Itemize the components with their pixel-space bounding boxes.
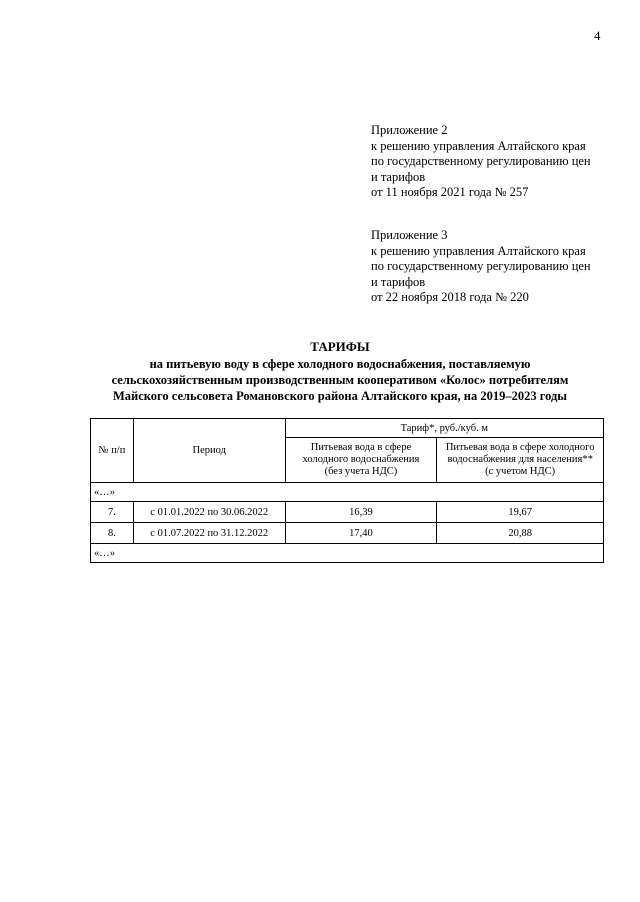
row-period: с 01.07.2022 по 31.12.2022 [133, 523, 285, 544]
annex-3-line: по государственному регулированию цен [371, 259, 591, 273]
document-subtitle-line: на питьевую воду в сфере холодного водоснабжения, поставляемую [149, 357, 531, 371]
header-tariff: Тариф*, руб./куб. м [285, 419, 603, 438]
header-tariff-excl-vat-line: Питьевая вода в сфере [310, 442, 412, 453]
row-tariff-incl-vat: 20,88 [437, 523, 604, 544]
row-period: с 01.01.2022 по 30.06.2022 [133, 502, 285, 523]
ellipsis-row: «…» [91, 544, 604, 563]
annex-3-header [371, 228, 591, 306]
document-title: ТАРИФЫ [310, 339, 370, 354]
annex-2-line: от 11 ноября 2021 года № 257 [371, 185, 529, 199]
annex-2-header [371, 123, 591, 201]
table-row [91, 502, 604, 523]
header-tariff-incl-vat [437, 438, 604, 483]
annex-2-line: и тарифов [371, 169, 426, 184]
row-number: 7. [91, 502, 134, 523]
header-tariff-excl-vat-line: холодного водоснабжения [302, 454, 420, 465]
row-number: 8. [91, 523, 134, 544]
document-title-block [60, 339, 620, 404]
row-tariff-incl-vat: 19,67 [437, 502, 604, 523]
tariff-table [90, 418, 604, 563]
header-number: № п/п [91, 419, 134, 483]
header-period: Период [133, 419, 285, 483]
ellipsis-row: «…» [91, 483, 604, 502]
row-tariff-excl-vat: 16,39 [285, 502, 437, 523]
document-subtitle-line: сельскохозяйственным производственным кооперативом «Колос» потребителям [111, 373, 569, 387]
table-row [91, 523, 604, 544]
header-tariff-incl-vat-line: (с учетом НДС) [485, 466, 556, 477]
row-tariff-excl-vat: 17,40 [285, 523, 437, 544]
page-number: 4 [594, 28, 601, 43]
header-tariff-incl-vat-line: Питьевая вода в сфере холодного [445, 442, 595, 453]
annex-3-line: от 22 ноября 2018 года № 220 [371, 290, 529, 304]
annex-3-line: Приложение 3 [371, 228, 448, 242]
annex-2-line: Приложение 2 [371, 123, 448, 137]
annex-3-line: и тарифов [371, 274, 426, 289]
document-subtitle-line: Майского сельсовета Романовского района Алтайского края, на 2019–2023 годы [112, 389, 568, 403]
header-tariff-excl-vat [285, 438, 437, 483]
annex-3-line: к решению управления Алтайского края [371, 243, 586, 258]
header-tariff-incl-vat-line: водоснабжения для населения** [447, 454, 593, 465]
header-tariff-excl-vat-line: (без учета НДС) [324, 466, 398, 477]
annex-2-line: по государственному регулированию цен [371, 154, 591, 168]
annex-2-line: к решению управления Алтайского края [371, 138, 586, 153]
